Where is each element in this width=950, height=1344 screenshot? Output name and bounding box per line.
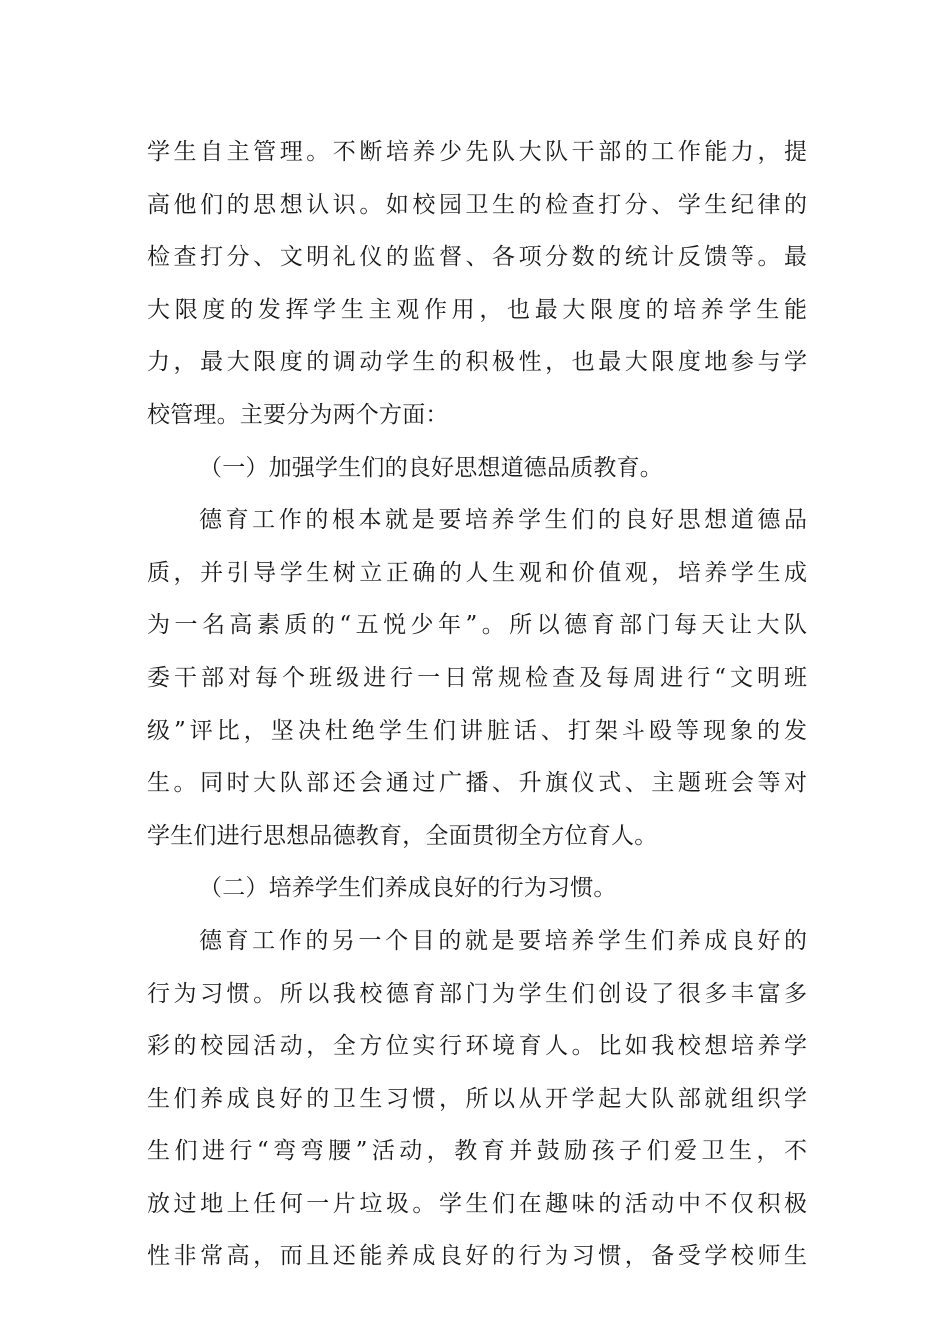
text-line: 力，最大限度的调动学生的积极性，也最大限度地参与学	[147, 349, 807, 376]
section-heading: （二）培养学生们养成良好的行为习惯。	[199, 875, 617, 902]
text-line: 为一名高素质的“五悦少年”。所以德育部门每天让大队	[147, 612, 807, 639]
text-line: 生。同时大队部还会通过广播、升旗仪式、主题班会等对	[147, 770, 807, 797]
text-line: 学生们进行思想品德教育，全面贯彻全方位育人。	[147, 822, 658, 849]
paragraph-first-line: 德育工作的另一个目的就是要培养学生们养成良好的	[199, 927, 807, 954]
text-line: 行为习惯。所以我校德育部门为学生们创设了很多丰富多	[147, 980, 807, 1007]
body-text	[147, 126, 807, 1283]
section-heading: （一）加强学生们的良好思想道德品质教育。	[199, 454, 663, 481]
text-line: 学生自主管理。不断培养少先队大队干部的工作能力，提	[147, 139, 807, 165]
text-line: 校管理。主要分为两个方面：	[147, 401, 449, 428]
text-line: 性非常高，而且还能养成良好的行为习惯，备受学校师生	[147, 1243, 807, 1270]
text-line: 大限度的发挥学生主观作用，也最大限度的培养学生能	[147, 296, 807, 323]
text-line: 生们养成良好的卫生习惯，所以从开学起大队部就组织学	[147, 1085, 807, 1112]
text-line: 放过地上任何一片垃圾。学生们在趣味的活动中不仅积极	[147, 1190, 807, 1217]
text-line: 质，并引导学生树立正确的人生观和价值观，培养学生成	[147, 559, 807, 586]
text-line: 检查打分、文明礼仪的监督、各项分数的统计反馈等。最	[147, 244, 807, 271]
text-line: 生们进行“弯弯腰”活动，教育并鼓励孩子们爱卫生，不	[147, 1138, 807, 1165]
text-line: 级”评比，坚决杜绝学生们讲脏话、打架斗殴等现象的发	[147, 717, 807, 744]
text-line: 委干部对每个班级进行一日常规检查及每周进行“文明班	[147, 664, 807, 691]
text-line: 高他们的思想认识。如校园卫生的检查打分、学生纪律的	[147, 191, 807, 218]
paragraph-first-line: 德育工作的根本就是要培养学生们的良好思想道德品	[199, 507, 807, 534]
text-line: 彩的校园活动，全方位实行环境育人。比如我校想培养学	[147, 1033, 807, 1060]
